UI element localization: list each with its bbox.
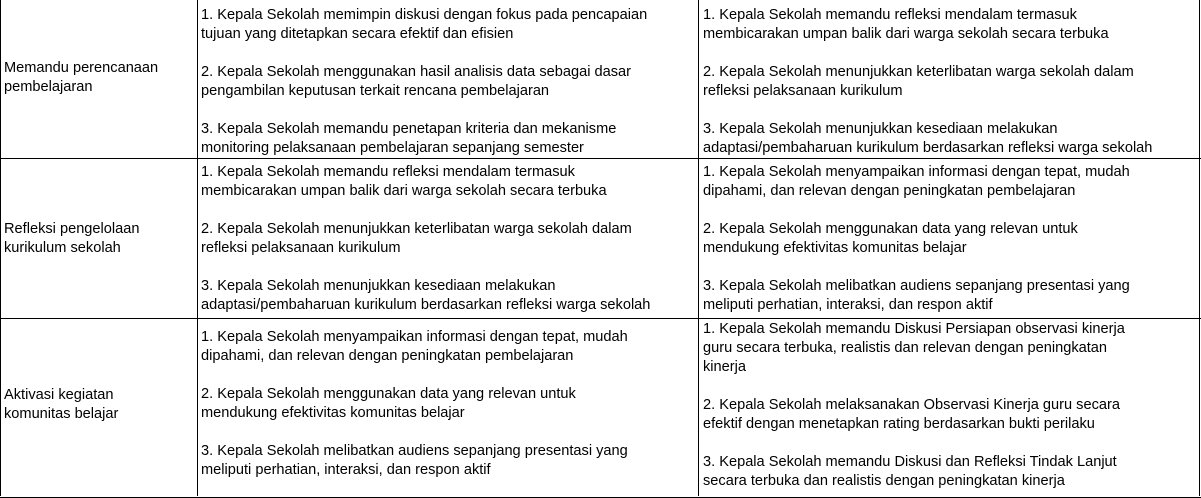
indicator-item: 2. Kepala Sekolah menggunakan hasil analisis data sebagai dasar pengambilan keputusan terkait rencana pembelajaran <box>201 64 632 99</box>
table-row <box>0 159 1201 319</box>
indicator-item: 1. Kepala Sekolah menyampaikan informasi dengan tepat, mudah dipahami, dan relevan dengan peningkatan pembelajaran <box>201 329 628 364</box>
indicator-item: 3. Kepala Sekolah menunjukkan kesediaan melakukan adaptasi/pembaharuan kurikulum berdasarkan refleksi warga sekolah <box>201 278 651 313</box>
indicator-item: 1. Kepala Sekolah menyampaikan informasi dengan tepat, mudah dipahami, dan relevan dengan peningkatan pembelajaran <box>703 164 1130 199</box>
indicator-cell <box>201 0 695 158</box>
indicator-cell <box>703 0 1197 158</box>
column-divider <box>197 0 198 496</box>
category-cell <box>4 319 194 497</box>
indicator-item: 1. Kepala Sekolah memandu refleksi mendalam termasuk membicarakan umpan balik dari warga sekolah secara terbuka <box>703 7 1109 42</box>
indicator-item: 3. Kepala Sekolah melibatkan audiens sepanjang presentasi yang meliputi perhatian, interaksi, dan respon aktif <box>201 443 628 478</box>
indicator-cell <box>201 319 695 497</box>
indicator-item: 2. Kepala Sekolah melaksanakan Observasi Kinerja guru secara efektif dengan menetapkan rating berdasarkan bukti perilaku <box>703 397 1120 432</box>
indicator-item: 1. Kepala Sekolah memandu Diskusi Persiapan observasi kinerja guru secara terbuka, realistis dan relevan dengan peningkatan kinerja <box>703 321 1125 375</box>
table-border-left <box>0 0 1 496</box>
indicator-item: 1. Kepala Sekolah memimpin diskusi dengan fokus pada pencapaian tujuan yang ditetapkan secara efektif dan efisien <box>201 7 648 42</box>
category-label: Aktivasi kegiatan komunitas belajar <box>4 387 119 422</box>
indicator-item: 2. Kepala Sekolah menggunakan data yang relevan untuk mendukung efektivitas komunitas belajar <box>201 386 576 421</box>
category-label: Refleksi pengelolaan kurikulum sekolah <box>4 220 140 256</box>
category-cell <box>4 0 194 158</box>
category-label: Memandu perencanaan pembelajaran <box>4 60 159 95</box>
indicator-item: 3. Kepala Sekolah melibatkan audiens sepanjang presentasi yang meliputi perhatian, interaksi, dan respon aktif <box>703 278 1130 313</box>
indicator-cell <box>703 319 1197 497</box>
table-border-right <box>1199 0 1200 496</box>
indicator-cell <box>201 159 695 318</box>
indicator-item: 1. Kepala Sekolah memandu refleksi mendalam termasuk membicarakan umpan balik dari warga sekolah secara terbuka <box>201 164 607 199</box>
table-row <box>0 0 1201 159</box>
indicator-item: 2. Kepala Sekolah menunjukkan keterlibatan warga sekolah dalam refleksi pelaksanaan kurikulum <box>201 221 632 256</box>
table-row <box>0 319 1201 498</box>
indicator-item: 2. Kepala Sekolah menggunakan data yang relevan untuk mendukung efektivitas komunitas belajar <box>703 221 1078 256</box>
indicator-item: 3. Kepala Sekolah memandu Diskusi dan Refleksi Tindak Lanjut secara terbuka dan realistis dengan peningkatan kinerja <box>703 454 1117 489</box>
indicator-item: 2. Kepala Sekolah menunjukkan keterlibatan warga sekolah dalam refleksi pelaksanaan kurikulum <box>703 64 1134 99</box>
indicator-item: 3. Kepala Sekolah memandu penetapan kriteria dan mekanisme monitoring pelaksanaan pembelajaran sepanjang semester <box>201 121 617 156</box>
indicator-cell <box>703 159 1197 318</box>
category-cell <box>4 159 194 318</box>
column-divider <box>698 0 699 496</box>
indicator-item: 3. Kepala Sekolah menunjukkan kesediaan melakukan adaptasi/pembaharuan kurikulum berdasarkan refleksi warga sekolah <box>703 121 1153 156</box>
